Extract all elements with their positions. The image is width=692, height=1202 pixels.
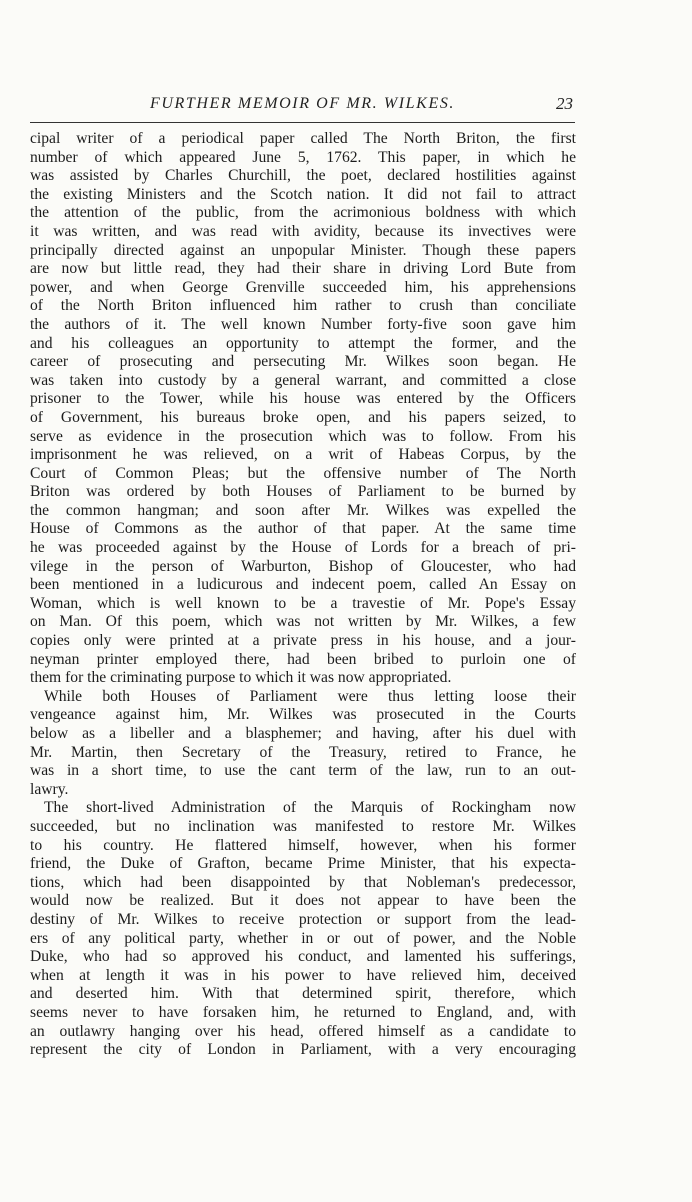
- text-line: career of prosecuting and persecuting Mr. Wilkes soon began. He: [30, 353, 576, 371]
- text-line: Woman, which is well known to be a travestie of Mr. Pope's Essay: [30, 594, 576, 612]
- paragraph-3: [30, 799, 576, 1059]
- text-line: number of which appeared June 5, 1762. This paper, in which he: [30, 148, 576, 166]
- text-line: House of Commons as the author of that paper. At the same time: [30, 520, 576, 538]
- page-number: 23: [556, 94, 573, 113]
- header-rule: [30, 122, 575, 123]
- text-line: succeeded, but no inclination was manifested to restore Mr. Wilkes: [30, 817, 576, 835]
- text-line: the existing Ministers and the Scotch nation. It did not fail to attract: [30, 185, 576, 203]
- text-line: Court of Common Pleas; but the offensive number of The North: [30, 464, 576, 482]
- text-line: to his country. He flattered himself, however, when his former: [30, 836, 576, 854]
- text-line: power, and when George Grenville succeeded him, his apprehensions: [30, 278, 576, 296]
- text-line: vilege in the person of Warburton, Bishop of Gloucester, who had: [30, 557, 576, 575]
- text-line: and deserted him. With that determined spirit, therefore, which: [30, 985, 576, 1003]
- text-line: on Man. Of this poem, which was not written by Mr. Wilkes, a few: [30, 613, 576, 631]
- text-line: principally directed against an unpopular Minister. Though these papers: [30, 241, 576, 259]
- text-line: neyman printer employed there, had been bribed to purloin one of: [30, 650, 576, 668]
- text-line: prisoner to the Tower, while his house was entered by the Officers: [30, 390, 576, 408]
- text-line: it was written, and was read with avidity, because its invectives were: [30, 222, 576, 240]
- text-line: serve as evidence in the prosecution which was to follow. From his: [30, 427, 576, 445]
- paragraph-2: [30, 688, 576, 800]
- text-line: would now be realized. But it does not appear to have been the: [30, 892, 576, 910]
- text-line: imprisonment he was relieved, on a writ of Habeas Corpus, by the: [30, 446, 576, 464]
- text-line: and his colleagues an opportunity to attempt the former, and the: [30, 334, 576, 352]
- text-line: below as a libeller and a blasphemer; and having, after his duel with: [30, 725, 576, 742]
- text-line: Briton was ordered by both Houses of Parliament to be burned by: [30, 483, 576, 501]
- text-line: tions, which had been disappointed by that Nobleman's predecessor,: [30, 873, 576, 891]
- text-line: friend, the Duke of Grafton, became Prime Minister, that his expecta-: [30, 855, 576, 873]
- text-line: Duke, who had so approved his conduct, and lamented his sufferings,: [30, 948, 576, 966]
- text-line: copies only were printed at a private press in his house, and a jour-: [30, 632, 576, 650]
- text-line: lawry.: [30, 780, 69, 798]
- text-line: been mentioned in a ludicurous and indecent poem, called An Essay on: [30, 576, 576, 594]
- text-line: of Government, his bureaus broke open, and his papers seized, to: [30, 408, 576, 426]
- text-line: represent the city of London in Parliament, with a very encouraging: [30, 1041, 576, 1059]
- text-line: are now but little read, they had their share in driving Lord Bute from: [30, 260, 576, 278]
- text-line: he was proceeded against by the House of Lords for a breach of pri-: [30, 539, 576, 557]
- text-line: the attention of the public, from the acrimonious boldness with which: [30, 204, 576, 222]
- text-line: cipal writer of a periodical paper called The North Briton, the first: [30, 130, 576, 147]
- text-line: ers of any political party, whether in or out of power, and the Noble: [30, 929, 576, 947]
- text-line: While both Houses of Parliament were thus letting loose their: [44, 687, 576, 705]
- text-line: the common hangman; and soon after Mr. Wilkes was expelled the: [30, 501, 576, 519]
- text-line: seems never to have forsaken him, he returned to England, and, with: [30, 1003, 576, 1021]
- text-line: was assisted by Charles Churchill, the poet, declared hostilities against: [30, 167, 576, 185]
- text-line: of the North Briton influenced him rather to crush than conciliate: [30, 297, 576, 315]
- body-text: [30, 130, 576, 1060]
- text-line: destiny of Mr. Wilkes to receive protection or support from the lead-: [30, 910, 576, 928]
- text-line: Mr. Martin, then Secretary of the Treasury, retired to France, he: [30, 743, 576, 761]
- text-line: an outlawry hanging over his head, offered himself as a candidate to: [30, 1022, 576, 1040]
- running-title: FURTHER MEMOIR OF MR. WILKES.: [150, 95, 456, 112]
- text-line: was taken into custody by a general warrant, and committed a close: [30, 371, 576, 389]
- text-line: the authors of it. The well known Number forty-five soon gave him: [30, 315, 576, 333]
- text-line: was in a short time, to use the cant term of the law, run to an out-: [30, 762, 576, 780]
- paragraph-1: [30, 130, 576, 688]
- text-line: vengeance against him, Mr. Wilkes was prosecuted in the Courts: [30, 706, 576, 724]
- text-line: The short-lived Administration of the Marquis of Rockingham now: [44, 799, 576, 817]
- text-line: when at length it was in his power to have relieved him, deceived: [30, 966, 576, 984]
- text-line: them for the criminating purpose to which it was now appropriated.: [30, 669, 452, 687]
